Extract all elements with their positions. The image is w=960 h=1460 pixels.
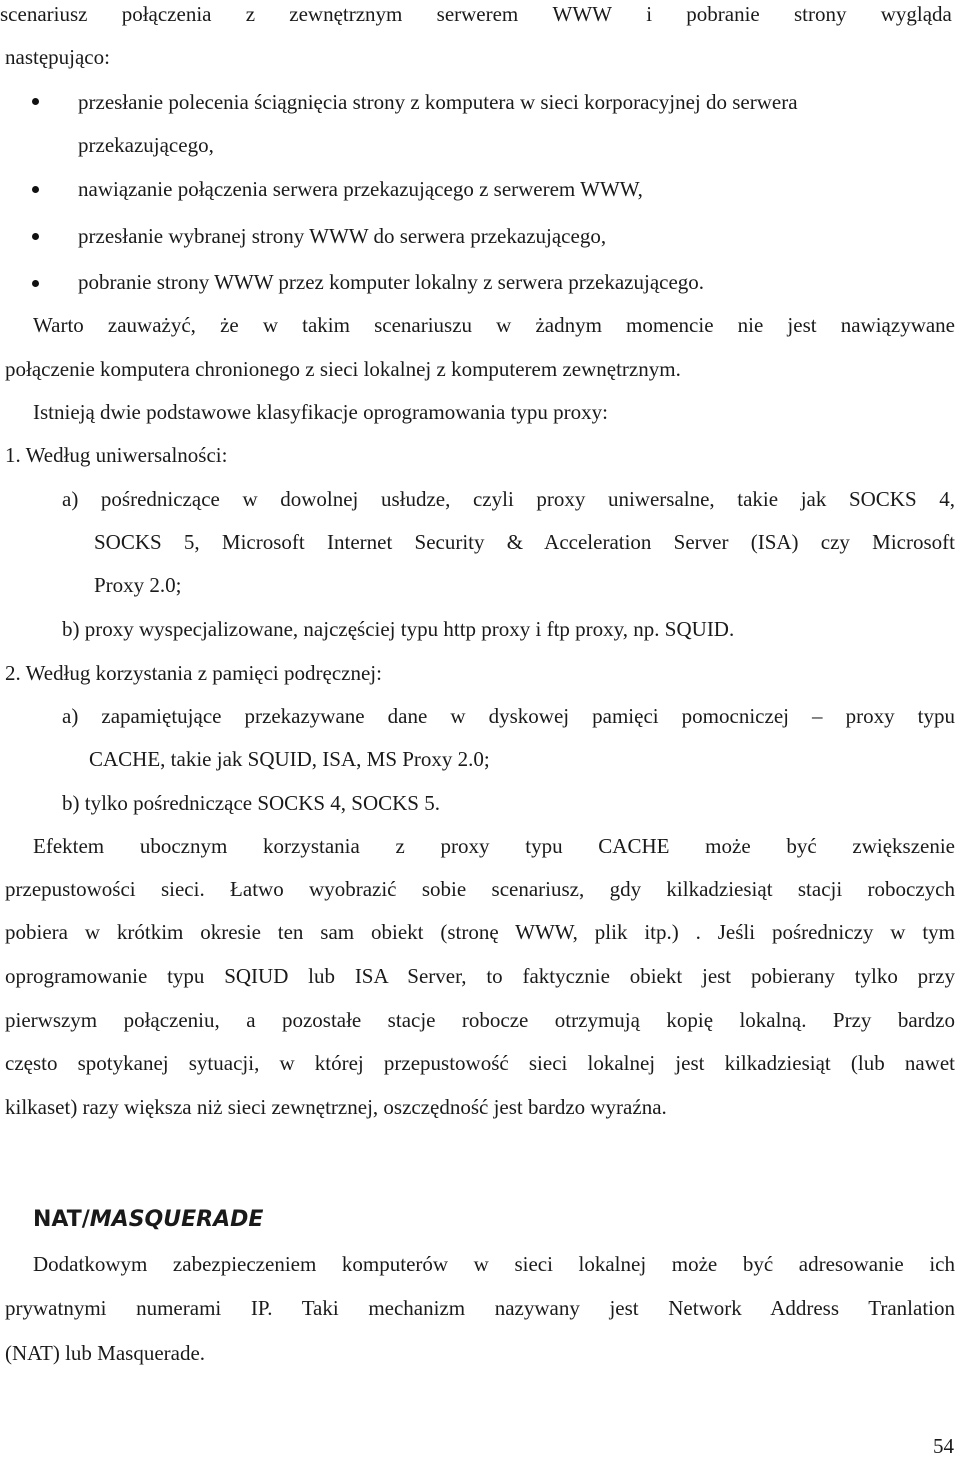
bullet-icon — [32, 98, 39, 105]
section-heading — [33, 1205, 263, 1235]
para1-line1 — [0, 0, 952, 28]
para4-line3-text: pobiera w krótkim okresie ten sam obiekt (stronę WWW, plik itp.) . Jeśli pośredniczy w tym — [5, 920, 955, 944]
para5-line1 — [33, 1250, 955, 1278]
word: połączenia — [121, 2, 212, 26]
section-heading-part1: NAT/ — [33, 1207, 90, 1232]
word: zewnętrznym — [289, 2, 403, 26]
para4-line2 — [5, 875, 955, 903]
list1-item-a-line1-text: a) pośredniczące w dowolnej usłudze, czyli proxy uniwersalne, takie jak SOCKS 4, — [62, 487, 955, 511]
para5-line1-text: Dodatkowym zabezpieczeniem komputerów w sieci lokalnej może być adresowanie ich — [33, 1252, 955, 1276]
list2-item-a-line1 — [62, 702, 955, 730]
para4-line6 — [5, 1049, 955, 1077]
list1-item-b-line1: b) proxy wyspecjalizowane, najczęściej typu http proxy i ftp proxy, np. SQUID. — [62, 617, 735, 641]
para4-line4 — [5, 962, 955, 990]
list2-item-a-line2: CACHE, takie jak SQUID, ISA, MS Proxy 2.0; — [89, 747, 490, 771]
word: strony — [794, 2, 847, 26]
page-number: 54 — [933, 1434, 954, 1458]
bullet1-line1: przesłanie polecenia ściągnięcia strony z komputera w sieci korporacyjnej do serwera — [78, 90, 798, 114]
para4-line2-text: przepustowości sieci. Łatwo wyobrazić sobie scenariusz, gdy kilkadziesiąt stacji roboczych — [5, 877, 955, 901]
list2-item-b-line1: b) tylko pośredniczące SOCKS 4, SOCKS 5. — [62, 791, 440, 815]
word: i — [646, 2, 653, 26]
list1-item-a-line2-text: SOCKS 5, Microsoft Internet Security & Acceleration Server (ISA) czy Microsoft — [94, 530, 955, 554]
word: WWW — [552, 2, 612, 26]
para3-text: Istnieją dwie podstawowe klasyfikacje oprogramowania typu proxy: — [33, 400, 609, 424]
para2-line1-text: Warto zauważyć, że w takim scenariuszu w żadnym momencie nie jest nawiązywane — [33, 313, 955, 337]
section-heading-part2: MASQUERADE — [89, 1207, 264, 1232]
word: scenariusz — [0, 2, 88, 26]
list1-item-a-line3: Proxy 2.0; — [94, 573, 182, 597]
para2-line2: połączenie komputera chronionego z sieci lokalnej z komputerem zewnętrznym. — [5, 357, 681, 381]
para4-line1 — [33, 832, 955, 860]
para4-line5 — [5, 1006, 955, 1034]
word: wygląda — [880, 2, 952, 26]
para4-line1-text: Efektem ubocznym korzystania z proxy typu CACHE może być zwiększenie — [33, 834, 955, 858]
para5-line2-text: prywatnymi numerami IP. Taki mechanizm nazywany jest Network Address Tranlation — [5, 1296, 955, 1320]
word: z — [245, 2, 256, 26]
list1-item-a-line1 — [62, 485, 955, 513]
para4-line7: kilkaset) razy większa niż sieci zewnętrznej, oszczędność jest bardzo wyraźna. — [5, 1095, 667, 1119]
bullet-icon — [32, 280, 39, 287]
para4-line4-text: oprogramowanie typu SQIUD lub ISA Server, to faktycznie obiekt jest pobierany tylko przy — [5, 964, 955, 988]
list1-title: 1. Według uniwersalności: — [5, 443, 228, 467]
para5-line2 — [5, 1294, 955, 1322]
para4-line3 — [5, 918, 955, 946]
bullet1-line2: przekazującego, — [78, 133, 214, 157]
bullet2-text: nawiązanie połączenia serwera przekazującego z serwerem WWW, — [78, 177, 643, 201]
word: pobranie — [686, 2, 760, 26]
bullet4-text: pobranie strony WWW przez komputer lokalny z serwera przekazującego. — [78, 270, 705, 294]
list2-title: 2. Według korzystania z pamięci podręcznej: — [5, 661, 382, 685]
list1-item-a-line2 — [94, 528, 955, 556]
bullet-icon — [32, 186, 39, 193]
para2-line1 — [33, 311, 955, 339]
bullet3-text: przesłanie wybranej strony WWW do serwera przekazującego, — [78, 224, 607, 248]
para4-line6-text: często spotykanej sytuacji, w której przepustowość sieci lokalnej jest kilkadziesiąt (lub nawet — [5, 1051, 955, 1075]
para1-line2: następująco: — [5, 45, 110, 69]
para4-line5-text: pierwszym połączeniu, a pozostałe stacje robocze otrzymują kopię lokalną. Przy bardzo — [5, 1008, 955, 1032]
list2-item-a-line1-text: a) zapamiętujące przekazywane dane w dyskowej pamięci pomocniczej – proxy typu — [62, 704, 955, 728]
bullet-icon — [32, 233, 39, 240]
word: serwerem — [436, 2, 519, 26]
para5-line3: (NAT) lub Masquerade. — [5, 1341, 206, 1365]
